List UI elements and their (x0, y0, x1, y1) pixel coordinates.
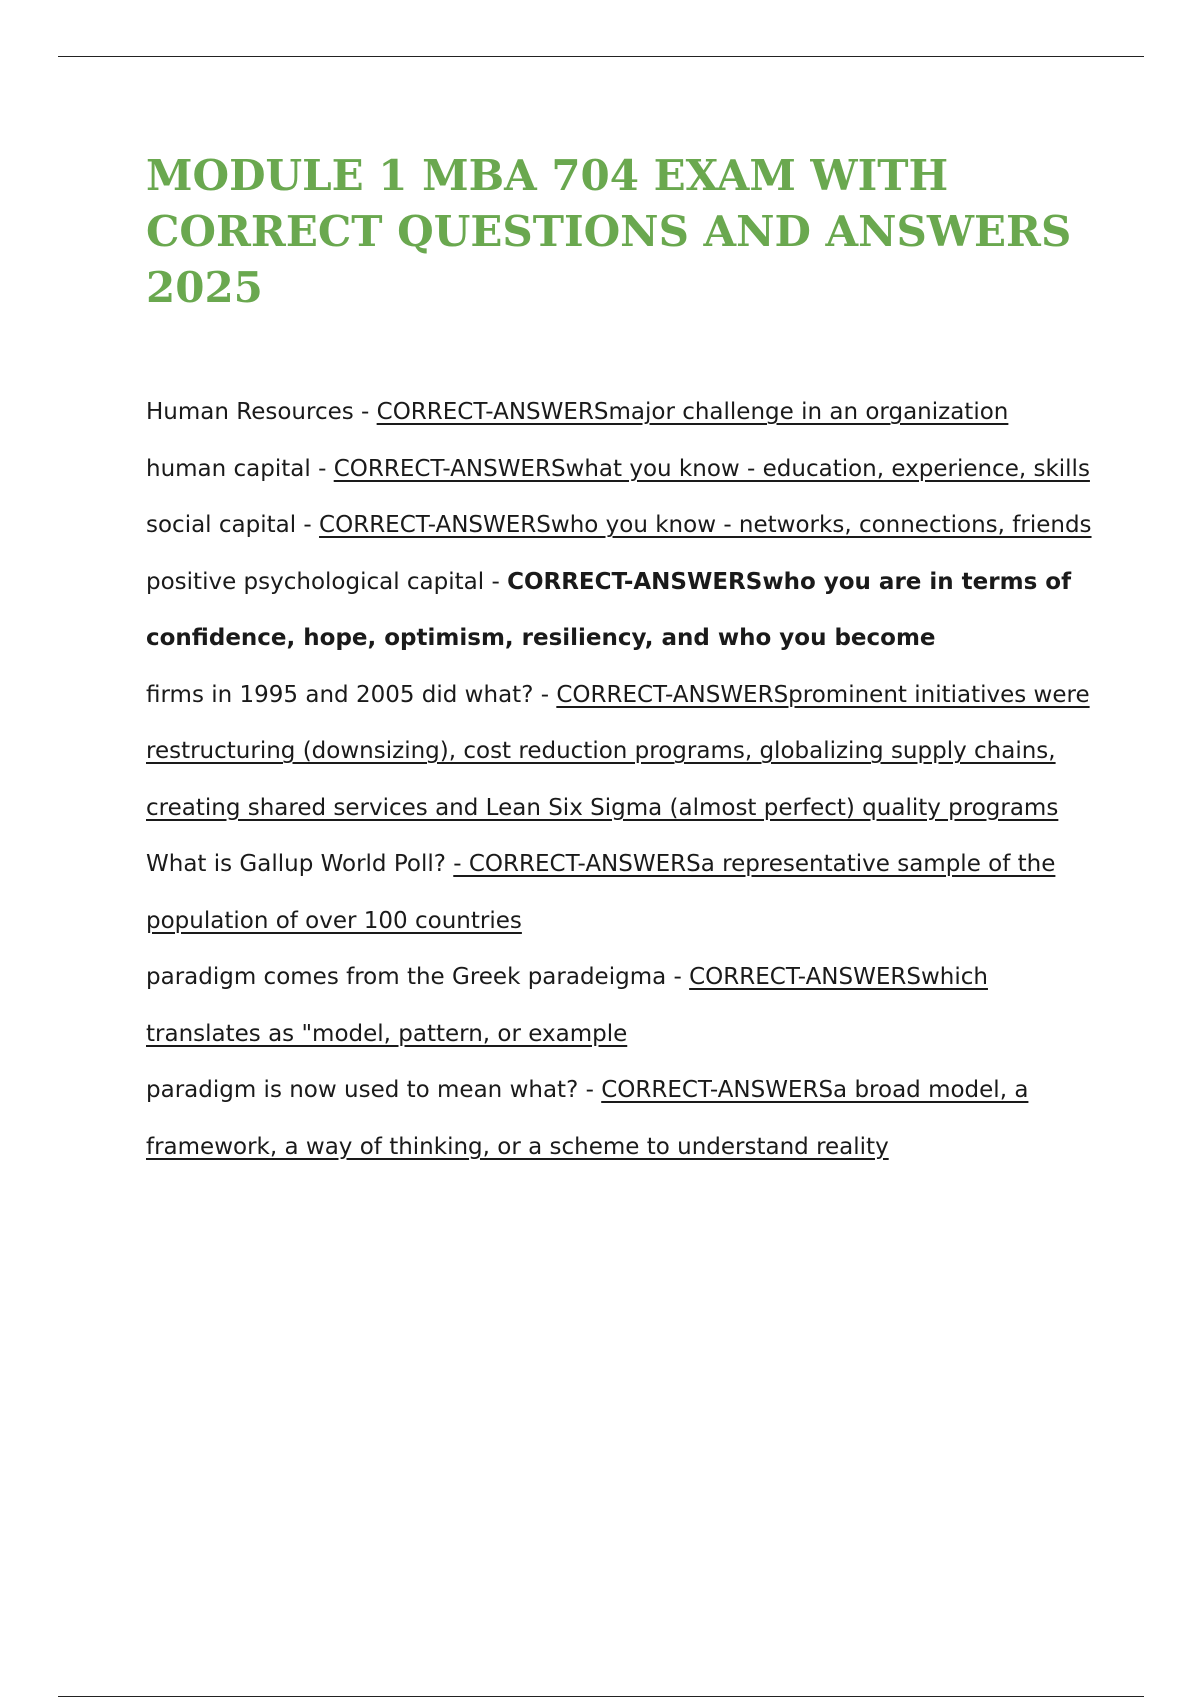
entry-answer: CORRECT-ANSWERSa broad model, a framework, a way of thinking, or a scheme to understand reality (146, 1077, 1029, 1160)
entry-answer: CORRECT-ANSWERSmajor challenge in an organization (376, 399, 1009, 425)
entry-term: firms in 1995 and 2005 did what? - (146, 681, 557, 708)
entry-term: positive psychological capital - (146, 568, 508, 595)
qa-entry (146, 384, 1096, 441)
entry-term: human capital - (146, 455, 334, 482)
qa-list (146, 384, 1096, 1175)
entry-answer: CORRECT-ANSWERSwho you know - networks, connections, friends (319, 512, 1092, 538)
header-divider (58, 56, 1144, 57)
entry-answer: CORRECT-ANSWERSwho you are in terms of confidence, hope, optimism, resiliency, and who you become (146, 568, 1072, 651)
entry-term: What is Gallup World Poll? (146, 851, 454, 877)
entry-answer: CORRECT-ANSWERSwhat you know - education, experience, skills (333, 455, 1090, 482)
qa-entry (146, 554, 1096, 667)
entry-answer: CORRECT-ANSWERSprominent initiatives were restructuring (downsizing), cost reduction programs, globalizing supply chains, creating shared services and Lean Six Sigma (almost perfect) quality programs (146, 681, 1090, 821)
entry-answer: CORRECT-ANSWERSwhich translates as "model, pattern, or example (146, 964, 988, 1047)
qa-entry (146, 667, 1096, 837)
qa-entry (146, 1062, 1096, 1175)
qa-entry (146, 441, 1096, 498)
entry-term: Human Resources - (146, 399, 377, 425)
qa-entry (146, 497, 1096, 554)
entry-term: paradigm comes from the Greek paradeigma - (146, 964, 690, 990)
qa-entry (146, 836, 1096, 949)
footer-divider (58, 1696, 1144, 1697)
entry-term: social capital - (146, 512, 320, 538)
entry-answer: - CORRECT-ANSWERSa representative sample of the population of over 100 countries (146, 851, 1056, 934)
entry-term: paradigm is now used to mean what? - (146, 1077, 602, 1103)
qa-entry (146, 949, 1096, 1062)
document-title: MODULE 1 MBA 704 EXAM WITH CORRECT QUESTIONS AND ANSWERS 2025 (146, 151, 1072, 312)
